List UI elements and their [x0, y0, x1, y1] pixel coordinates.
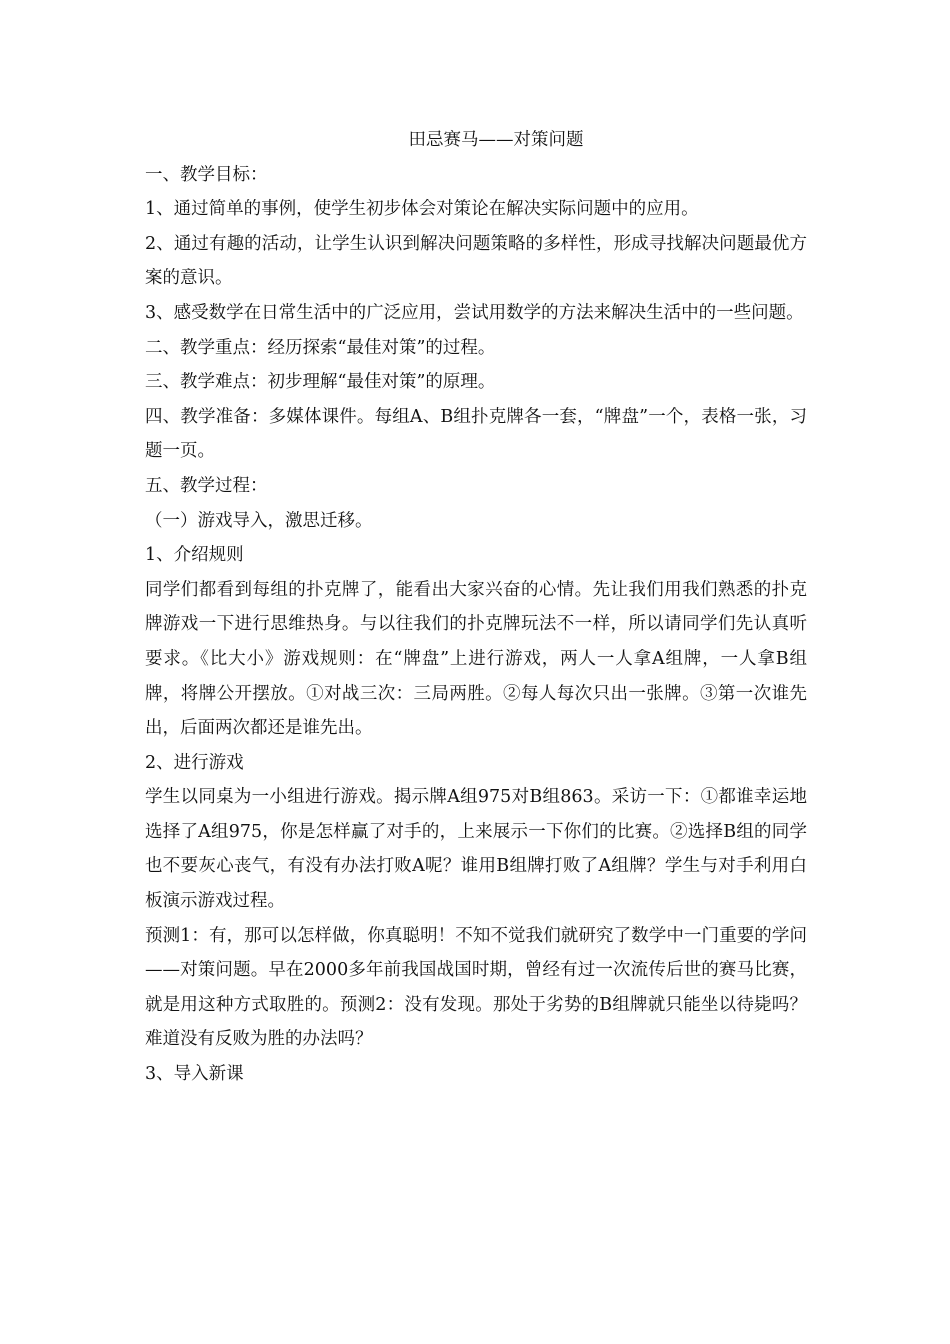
play-paragraph: 学生以同桌为一小组进行游戏。揭示牌A组975对B组863。采访一下：①都谁幸运地选择了A组975，你是怎样赢了对手的，上来展示一下你们的比赛。②选择B组的同学也不要灰心丧气，有没有办法打败A呢？谁用B组牌打败了A组牌？学生与对手利用白板演示游戏过程。 — [145, 787, 807, 912]
document-title: 田忌赛马——对策问题 — [408, 130, 584, 150]
step-heading-play: 2、进行游戏 — [145, 752, 244, 773]
rules-paragraph: 同学们都看到每组的扑克牌了，能看出大家兴奋的心情。先让我们用我们熟悉的扑克牌游戏一下进行思维热身。与以往我们的扑克牌玩法不一样，所以请同学们先认真听要求。《比大小》游戏规则：在“牌盘”上进行游戏，两人一人拿A组牌，一人拿B组牌，将牌公开摆放。①对战三次：三局两胜。②每人每次只出一张牌。③第一次谁先出，后面两次都还是谁先出。 — [145, 579, 807, 739]
step-heading-new-lesson: 3、导入新课 — [145, 1064, 244, 1085]
subsection-heading-game-intro: （一）游戏导入，激思迁移。 — [145, 510, 373, 531]
objective-1: 1、通过简单的事例，使学生初步体会对策论在解决实际问题中的应用。 — [145, 199, 699, 220]
objective-3: 3、感受数学在日常生活中的广泛应用，尝试用数学的方法来解决生活中的一些问题。 — [145, 302, 804, 323]
section-heading-key-point: 二、教学重点：经历探索“最佳对策”的过程。 — [145, 337, 496, 358]
prediction-paragraph: 预测1：有，那可以怎样做，你真聪明！不知不觉我们就研究了数学中一门重要的学问——对策问题。早在2000多年前我国战国时期，曾经有过一次流传后世的赛马比赛，就是用这种方式取胜的。预测2：没有发现。那处于劣势的B组牌就只能坐以待毙吗？难道没有反败为胜的办法吗？ — [145, 925, 807, 1050]
section-heading-process: 五、教学过程： — [145, 475, 268, 496]
section-heading-preparation: 四、教学准备：多媒体课件。每组A、B组扑克牌各一套，“牌盘”一个，表格一张，习题一页。 — [145, 406, 807, 462]
section-heading-objectives: 一、教学目标： — [145, 164, 268, 185]
document-body — [145, 123, 807, 1092]
step-heading-rules: 1、介绍规则 — [145, 545, 244, 566]
section-heading-difficulty: 三、教学难点：初步理解“最佳对策”的原理。 — [145, 372, 496, 393]
objective-2: 2、通过有趣的活动，让学生认识到解决问题策略的多样性，形成寻找解决问题最优方案的意识。 — [145, 233, 807, 289]
